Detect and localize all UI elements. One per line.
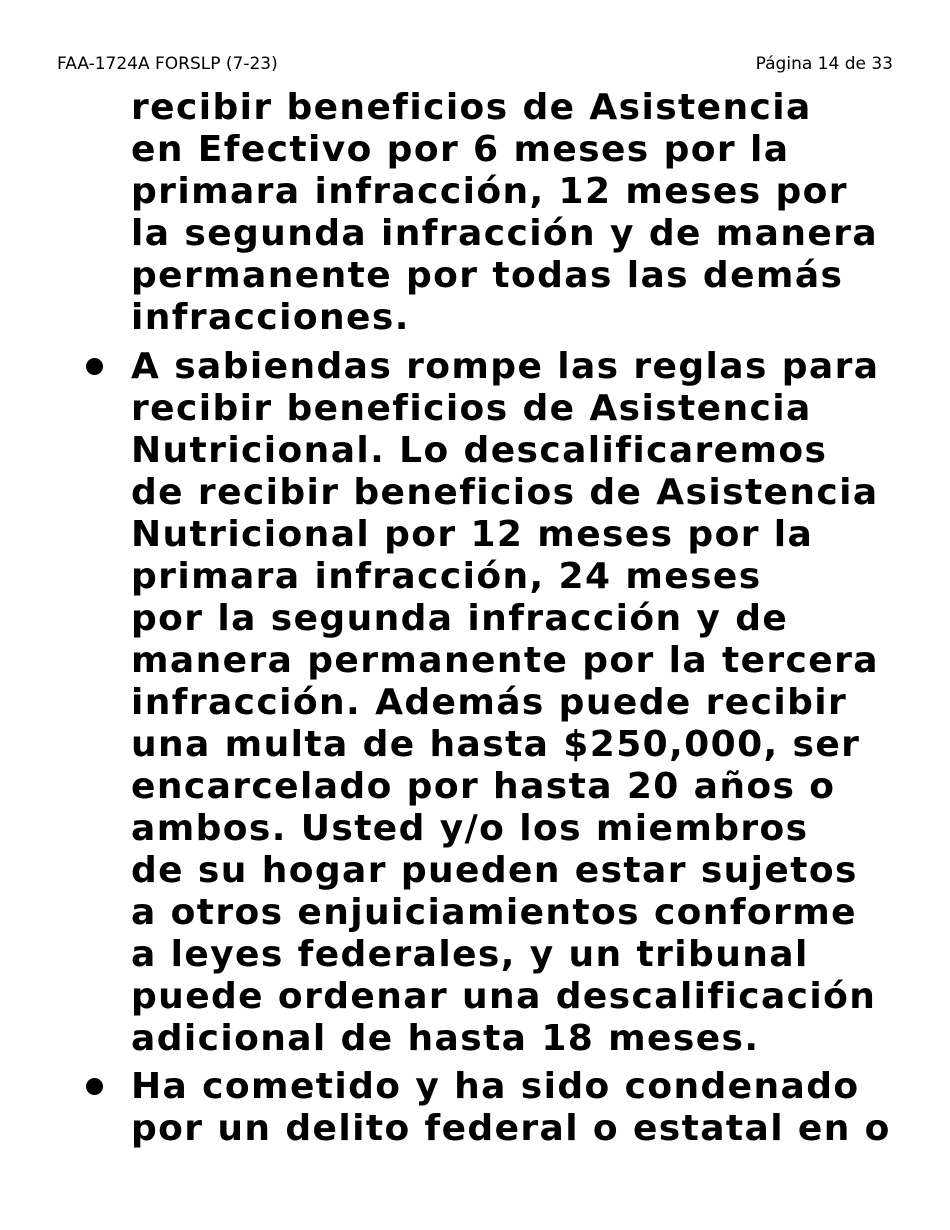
bullet-line: una multa de hasta $250,000, ser <box>131 724 861 765</box>
bullet-line: ambos. Usted y/o los miembros <box>131 808 809 849</box>
continued-paragraph <box>131 87 878 339</box>
bullet-line: adicional de hasta 18 meses. <box>131 1018 760 1059</box>
bullet-line: por un delito federal o estatal en o <box>131 1108 891 1149</box>
paragraph-line: recibir beneficios de Asistencia <box>131 87 812 128</box>
bullet-line: a otros enjuiciamientos conforme <box>131 892 857 933</box>
paragraph-line: primara infracción, 12 meses por <box>131 171 848 212</box>
bullet-item <box>131 1066 891 1150</box>
bullet-line: Nutricional. Lo descalificaremos <box>131 430 828 471</box>
bullet-line: puede ordenar una descalificación <box>131 976 877 1017</box>
bullet-line: manera permanente por la tercera <box>131 640 879 681</box>
bullet-icon <box>86 1078 103 1095</box>
bullet-line: de recibir beneficios de Asistencia <box>131 472 879 513</box>
bullet-line: primara infracción, 24 meses <box>131 556 762 597</box>
paragraph-line: la segunda infracción y de manera <box>131 213 879 254</box>
page-number: Página 14 de 33 <box>755 54 893 74</box>
bullet-item <box>131 346 879 1060</box>
form-id: FAA-1724A FORSLP (7-23) <box>57 54 278 74</box>
paragraph-line: infracciones. <box>131 297 410 338</box>
paragraph-line: en Efectivo por 6 meses por la <box>131 129 790 170</box>
bullet-line: a leyes federales, y un tribunal <box>131 934 809 975</box>
bullet-line: de su hogar pueden estar sujetos <box>131 850 858 891</box>
paragraph-line: permanente por todas las demás <box>131 255 844 296</box>
bullet-line: Ha cometido y ha sido condenado <box>131 1066 860 1107</box>
bullet-line: Nutricional por 12 meses por la <box>131 514 814 555</box>
bullet-line: recibir beneficios de Asistencia <box>131 388 812 429</box>
bullet-line: encarcelado por hasta 20 años o <box>131 766 836 807</box>
bullet-icon <box>86 358 103 375</box>
bullet-line: A sabiendas rompe las reglas para <box>131 346 880 387</box>
bullet-line: infracción. Además puede recibir <box>131 682 848 723</box>
bullet-line: por la segunda infracción y de <box>131 598 789 639</box>
